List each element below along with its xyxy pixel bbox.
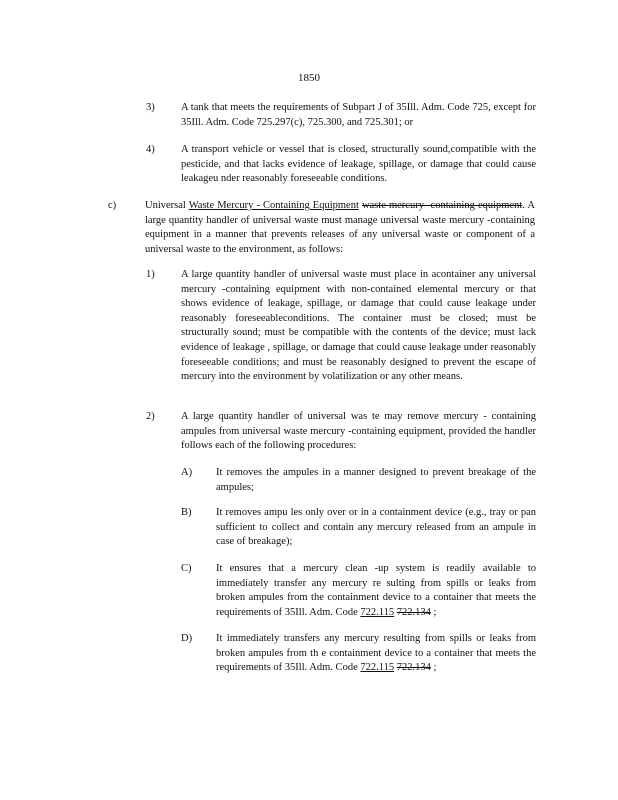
item-text-end: ; — [433, 662, 437, 674]
inserted-citation: 722.115 — [360, 662, 395, 674]
item-marker: 2) — [146, 411, 155, 422]
inserted-citation: 722.115 — [360, 606, 395, 618]
section-text-start: Universal — [145, 200, 189, 211]
item-marker: 4) — [146, 144, 155, 155]
deleted-citation: 722.134 — [396, 662, 431, 674]
item-text: A transport vehicle or vessel that is closed, structurally sound,compatible with the pesticide, and that lacks evidence of leakage, spillage, or damage that could cause leakageu nder reasonably foreseeable conditions. — [181, 144, 536, 185]
deleted-text: waste mercury- containing equipment — [361, 200, 523, 211]
item-text: It removes the ampules in a manner designed to prevent breakage of the ampules; — [216, 467, 536, 493]
item-text: A large quantity handler of universal was te may remove mercury - containing ampules from universal waste mercury -containing equipment, provided the handler follows each of the following procedures: — [181, 411, 536, 452]
item-marker: B) — [181, 507, 192, 518]
item-text-body: It immediately transfers any mercury resulting from spills or leaks from broken ampules from th e containment device to a container that meets the requirements of 35Ill. Adm. Code — [216, 633, 536, 674]
item-marker: C) — [181, 563, 192, 574]
item-marker: 1) — [146, 269, 155, 280]
item-text-body: It ensures that a mercury clean -up system is readily available to immediately transfer any mercury re sulting from spills or leaks from broken ampules from the containment device to a container that meets the requirements of 35Ill. Adm. Code — [216, 563, 536, 618]
item-text — [216, 562, 536, 620]
item-text-end: ; — [433, 606, 437, 618]
page-number: 1850 — [298, 72, 320, 84]
deleted-citation: 722.134 — [396, 606, 431, 618]
section-text — [145, 199, 535, 257]
item-text: A tank that meets the requirements of Subpart J of 35Ill. Adm. Code 725, except for 35Ill. Adm. Code 725.297(c), 725.300, and 725.301; or — [181, 102, 536, 128]
item-text: It removes ampu les only over or in a containment device (e.g., tray or pan sufficient to collect and contain any mercury released from an ampule in case of breakage); — [216, 507, 536, 548]
item-marker: D) — [181, 633, 193, 644]
item-text: A large quantity handler of universal waste must place in acontainer any universal mercury -containing equipment with non-contained elemental mercury or that shows evidence of leakage, spillage, or damage that could cause leakage under reasonably foreseeableconditions. The container must be closed; must be structurally sound; must be compatible with the contents of the device; must lack evidence of leakage , spillage, or damage that could cause leakage under reasonably foreseeable conditions; and must be reasonably designed to prevent the escape of mercury into the environment by volatilization or any other means. — [181, 269, 536, 383]
inserted-text: Waste Mercury - Containing Equipment — [188, 200, 359, 211]
section-text-rest: . A large quantity handler of universal waste must manage universal waste mercury -containing equipment in a manner that prevents releases of any universal waste or component of a universal waste to the environment, as follows: — [145, 200, 535, 255]
section-marker: c) — [108, 200, 117, 211]
item-marker: A) — [181, 467, 193, 478]
item-text — [216, 632, 536, 676]
item-marker: 3) — [146, 102, 155, 113]
